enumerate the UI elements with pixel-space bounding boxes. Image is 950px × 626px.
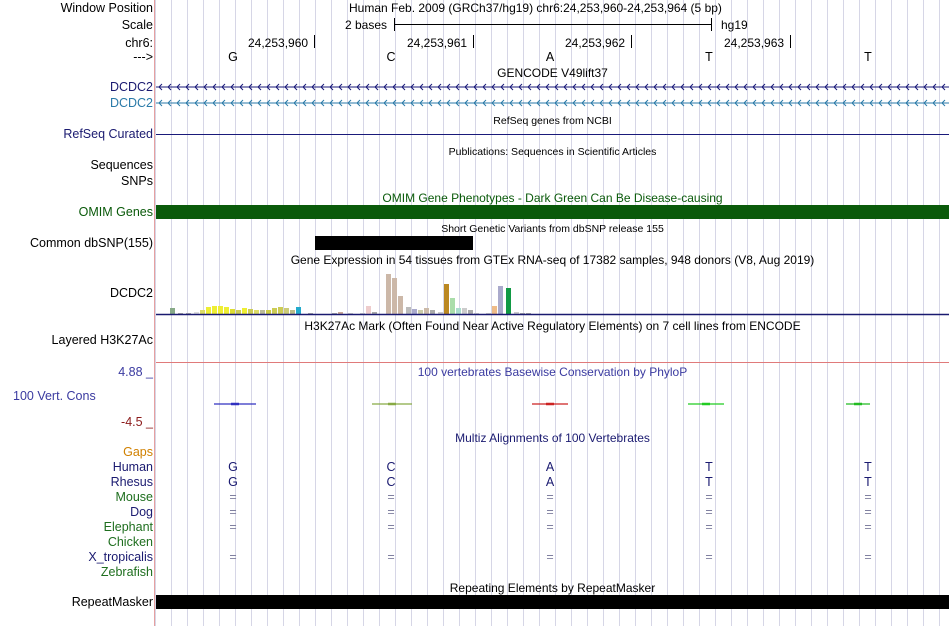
alignment-base: = (387, 505, 395, 519)
alignment-base: = (705, 520, 713, 534)
gtex-tissue-bar[interactable] (248, 309, 253, 314)
repeatmasker-bar[interactable] (156, 595, 949, 609)
sequence-base: C (386, 50, 396, 64)
alignment-base: = (546, 490, 554, 504)
species-label-zebrafish[interactable]: Zebrafish (100, 565, 153, 579)
gtex-tissue-bar[interactable] (444, 284, 449, 314)
gtex-tissue-bar[interactable] (242, 308, 247, 314)
gtex-tissue-bar[interactable] (260, 310, 265, 314)
sequences-label[interactable]: Sequences (90, 158, 153, 172)
alignment-base: T (864, 475, 872, 489)
position-tick-label: 24,253,960 (248, 36, 309, 50)
dbsnp-title: Short Genetic Variants from dbSNP release 155 (441, 223, 664, 235)
repeatmasker-title: Repeating Elements by RepeatMasker (449, 581, 656, 595)
alignment-base: = (229, 490, 237, 504)
alignment-base: G (228, 475, 238, 489)
gencode-item-label[interactable]: DCDC2 (109, 80, 153, 94)
alignment-base: = (705, 550, 713, 564)
species-label-elephant[interactable]: Elephant (103, 520, 153, 534)
gtex-tissue-bar[interactable] (338, 312, 343, 314)
gtex-tissue-bar[interactable] (424, 308, 429, 314)
multiz-title: Multiz Alignments of 100 Vertebrates (455, 431, 650, 445)
alignment-base: = (546, 550, 554, 564)
gtex-tissue-bar[interactable] (406, 307, 411, 314)
gtex-tissue-bar[interactable] (290, 310, 295, 314)
scale-bar-start (394, 18, 395, 31)
gaps-label[interactable]: Gaps (123, 445, 153, 459)
alignment-base: = (229, 520, 237, 534)
h3k27ac-baseline (156, 362, 949, 363)
alignment-base: = (387, 490, 395, 504)
h3k27ac-label[interactable]: Layered H3K27Ac (51, 333, 153, 347)
gtex-tissue-bar[interactable] (278, 307, 283, 314)
gtex-tissue-bar[interactable] (272, 308, 277, 314)
window-position-label: Window Position (60, 1, 153, 15)
alignment-base: T (705, 460, 713, 474)
gtex-tissue-bar[interactable] (430, 310, 435, 314)
alignment-base: C (386, 460, 396, 474)
alignment-base: G (228, 460, 238, 474)
phylop-signal[interactable] (156, 398, 949, 410)
phylop-label[interactable]: 100 Vert. Cons (13, 389, 96, 403)
gtex-tissue-bar[interactable] (206, 307, 211, 314)
scale-label: Scale (121, 18, 153, 32)
gtex-title: Gene Expression in 54 tissues from GTEx RNA-seq of 17382 samples, 948 donors (V8, Aug 2019) (290, 253, 815, 267)
gtex-tissue-bar[interactable] (462, 308, 467, 314)
species-label-human[interactable]: Human (112, 460, 153, 474)
gtex-tissue-bar[interactable] (468, 310, 473, 314)
phylop-max-label: 4.88 _ (118, 365, 153, 379)
position-tick (473, 35, 474, 48)
label-divider (154, 0, 155, 626)
dbsnp-variant-bar[interactable] (315, 236, 473, 250)
omim-gene-bar[interactable] (156, 205, 949, 219)
alignment-base: = (864, 505, 872, 519)
gtex-tissue-bar[interactable] (398, 296, 403, 314)
gencode-item-label[interactable]: DCDC2 (109, 96, 153, 110)
gtex-tissue-bar[interactable] (254, 310, 259, 314)
species-label-rhesus[interactable]: Rhesus (110, 475, 153, 489)
alignment-base: = (546, 505, 554, 519)
alignment-base: = (387, 550, 395, 564)
alignment-base: T (705, 475, 713, 489)
gtex-tissue-bar[interactable] (418, 310, 423, 314)
alignment-base: = (229, 550, 237, 564)
alignment-base: = (705, 490, 713, 504)
alignment-base: = (705, 505, 713, 519)
gtex-tissue-bar[interactable] (514, 312, 519, 314)
position-tick (314, 35, 315, 48)
sequence-base: T (705, 50, 713, 64)
species-label-dog[interactable]: Dog (130, 505, 153, 519)
gtex-tissue-bar[interactable] (296, 307, 301, 314)
gtex-tissue-bar[interactable] (218, 306, 223, 314)
chrom-label: chr6: (125, 36, 153, 50)
sequence-base: T (864, 50, 872, 64)
window-position-value: Human Feb. 2009 (GRCh37/hg19) chr6:24,253,960-24,253,964 (5 bp) (349, 1, 722, 15)
gencode-gene-light[interactable] (156, 97, 949, 109)
scale-bar (394, 24, 712, 25)
gtex-tissue-bar[interactable] (194, 312, 199, 314)
alignment-base: = (387, 520, 395, 534)
gtex-tissue-bar[interactable] (212, 306, 217, 314)
publications-title: Publications: Sequences in Scientific Articles (448, 146, 657, 158)
phylop-title: 100 vertebrates Basewise Conservation by PhyloP (417, 365, 688, 379)
refseq-title: RefSeq genes from NCBI (493, 115, 612, 127)
gtex-tissue-bar[interactable] (438, 312, 443, 314)
gtex-tissue-bar[interactable] (372, 312, 377, 314)
gtex-tissue-bar[interactable] (412, 309, 417, 314)
h3k27ac-title: H3K27Ac Mark (Often Found Near Active Regulatory Elements) on 7 cell lines from ENCODE (304, 319, 801, 333)
sequence-base: G (228, 50, 238, 64)
assembly-label: hg19 (721, 18, 748, 32)
omim-label[interactable]: OMIM Genes (78, 205, 153, 219)
gtex-tissue-bar[interactable] (170, 308, 175, 314)
gtex-tissue-bar[interactable] (392, 278, 397, 314)
alignment-base: A (545, 475, 555, 489)
alignment-base: C (386, 475, 396, 489)
gencode-title: GENCODE V49lift37 (497, 66, 608, 80)
gtex-tissue-bar[interactable] (236, 310, 241, 314)
gtex-tissue-bar[interactable] (224, 307, 229, 314)
scale-value: 2 bases (345, 18, 388, 32)
alignment-base: = (229, 505, 237, 519)
alignment-base: = (864, 490, 872, 504)
gtex-tissue-bar[interactable] (450, 298, 455, 314)
gtex-tissue-bar[interactable] (492, 306, 497, 314)
gencode-gene-dark[interactable] (156, 81, 949, 93)
gtex-tissue-bar[interactable] (230, 309, 235, 314)
species-label-mouse[interactable]: Mouse (115, 490, 153, 504)
gtex-tissue-bar[interactable] (386, 274, 391, 314)
strand-label: ---> (133, 50, 153, 64)
omim-title: OMIM Gene Phenotypes - Dark Green Can Be Disease-causing (382, 191, 723, 205)
gtex-tissue-bar[interactable] (506, 288, 511, 314)
repeatmasker-label[interactable]: RepeatMasker (71, 595, 153, 609)
gtex-tissue-bar[interactable] (284, 308, 289, 314)
gtex-tissue-bar[interactable] (366, 306, 371, 314)
gtex-tissue-bar[interactable] (456, 308, 461, 314)
gtex-tissue-bar[interactable] (266, 310, 271, 314)
refseq-label[interactable]: RefSeq Curated (63, 127, 153, 141)
species-label-chicken[interactable]: Chicken (107, 535, 153, 549)
gtex-tissue-bar[interactable] (200, 310, 205, 314)
gtex-bar-chart[interactable] (156, 266, 949, 316)
position-tick-label: 24,253,962 (565, 36, 626, 50)
scale-bar-end (711, 18, 712, 31)
position-tick (631, 35, 632, 48)
alignment-base: = (864, 520, 872, 534)
position-tick-label: 24,253,963 (724, 36, 785, 50)
gtex-tissue-bar[interactable] (498, 286, 503, 314)
position-tick-label: 24,253,961 (407, 36, 468, 50)
refseq-gene-line[interactable] (156, 134, 949, 135)
alignment-base: A (545, 460, 555, 474)
sequence-base: A (545, 50, 555, 64)
phylop-min-label: -4.5 _ (121, 415, 153, 429)
snps-label[interactable]: SNPs (121, 174, 153, 188)
gtex-label[interactable]: DCDC2 (109, 286, 153, 300)
species-label-x_tropicalis[interactable]: X_tropicalis (88, 550, 153, 564)
dbsnp-label[interactable]: Common dbSNP(155) (30, 236, 153, 250)
alignment-base: T (864, 460, 872, 474)
alignment-base: = (864, 550, 872, 564)
alignment-base: = (546, 520, 554, 534)
position-tick (790, 35, 791, 48)
